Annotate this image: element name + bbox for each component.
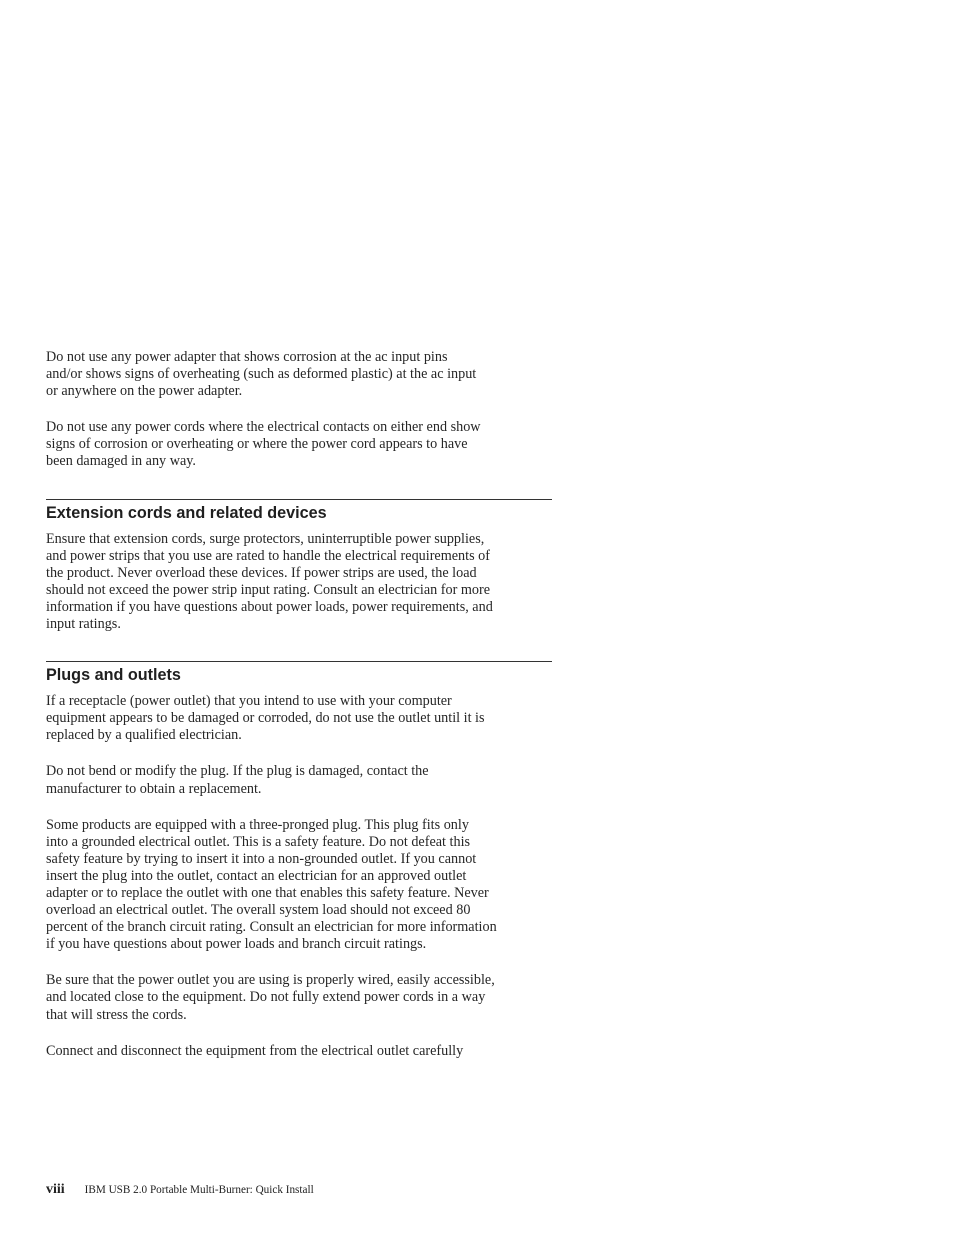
page-footer xyxy=(46,1180,314,1198)
page-number: viii xyxy=(46,1182,65,1197)
document-title: IBM USB 2.0 Portable Multi-Burner: Quick Install xyxy=(84,1184,314,1196)
paragraph-plug-modify: Do not bend or modify the plug. If the plug is damaged, contact the manufacturer to obtain a replacement. xyxy=(46,763,429,797)
paragraph-three-pronged: Some products are equipped with a three-pronged plug. This plug fits only into a grounded electrical outlet. This is a safety feature. Do not defeat this safety feature by trying to insert it into a non-grounded outlet. If you cannot insert the plug into the outlet, contact an electrician for an approved outlet adapter or to replace the outlet with one that enables this safety feature. Never overload an electrical outlet. The overall system load should not exceed 80 percent of the branch circuit rating. Consult an electrician for more information if you have questions about power loads and branch circuit ratings. xyxy=(46,816,497,953)
section-plugs-outlets xyxy=(46,661,552,1060)
section-extension-cords xyxy=(46,499,552,634)
paragraph-connect-disconnect: Connect and disconnect the equipment from the electrical outlet carefully xyxy=(46,1042,464,1059)
paragraph-extension-cords: Ensure that extension cords, surge protectors, uninterruptible power supplies, and power strips that you use are rated to handle the electrical requirements of the product. Never overload these devices. If power strips are used, the load should not exceed the power strip input rating. Consult an electrician for more information if you have questions about power loads, power requirements, and input ratings. xyxy=(46,530,493,633)
section-heading: Plugs and outlets xyxy=(46,666,181,685)
section-heading: Extension cords and related devices xyxy=(46,503,327,522)
paragraph-receptacle: If a receptacle (power outlet) that you intend to use with your computer equipment appears to be damaged or corroded, do not use the outlet until it is replaced by a qualified electrician. xyxy=(46,693,485,744)
paragraph-power-cords: Do not use any power cords where the electrical contacts on either end show signs of corrosion or overheating or where the power cord appears to have been damaged in any way. xyxy=(46,419,481,470)
page-content xyxy=(46,349,552,1060)
paragraph-outlet-wiring: Be sure that the power outlet you are using is properly wired, easily accessible, and located close to the equipment. Do not fully extend power cords in a way that will stress the cords. xyxy=(46,972,495,1023)
paragraph-power-adapter: Do not use any power adapter that shows corrosion at the ac input pins and/or shows signs of overheating (such as deformed plastic) at the ac input or anywhere on the power adapter. xyxy=(46,349,477,400)
